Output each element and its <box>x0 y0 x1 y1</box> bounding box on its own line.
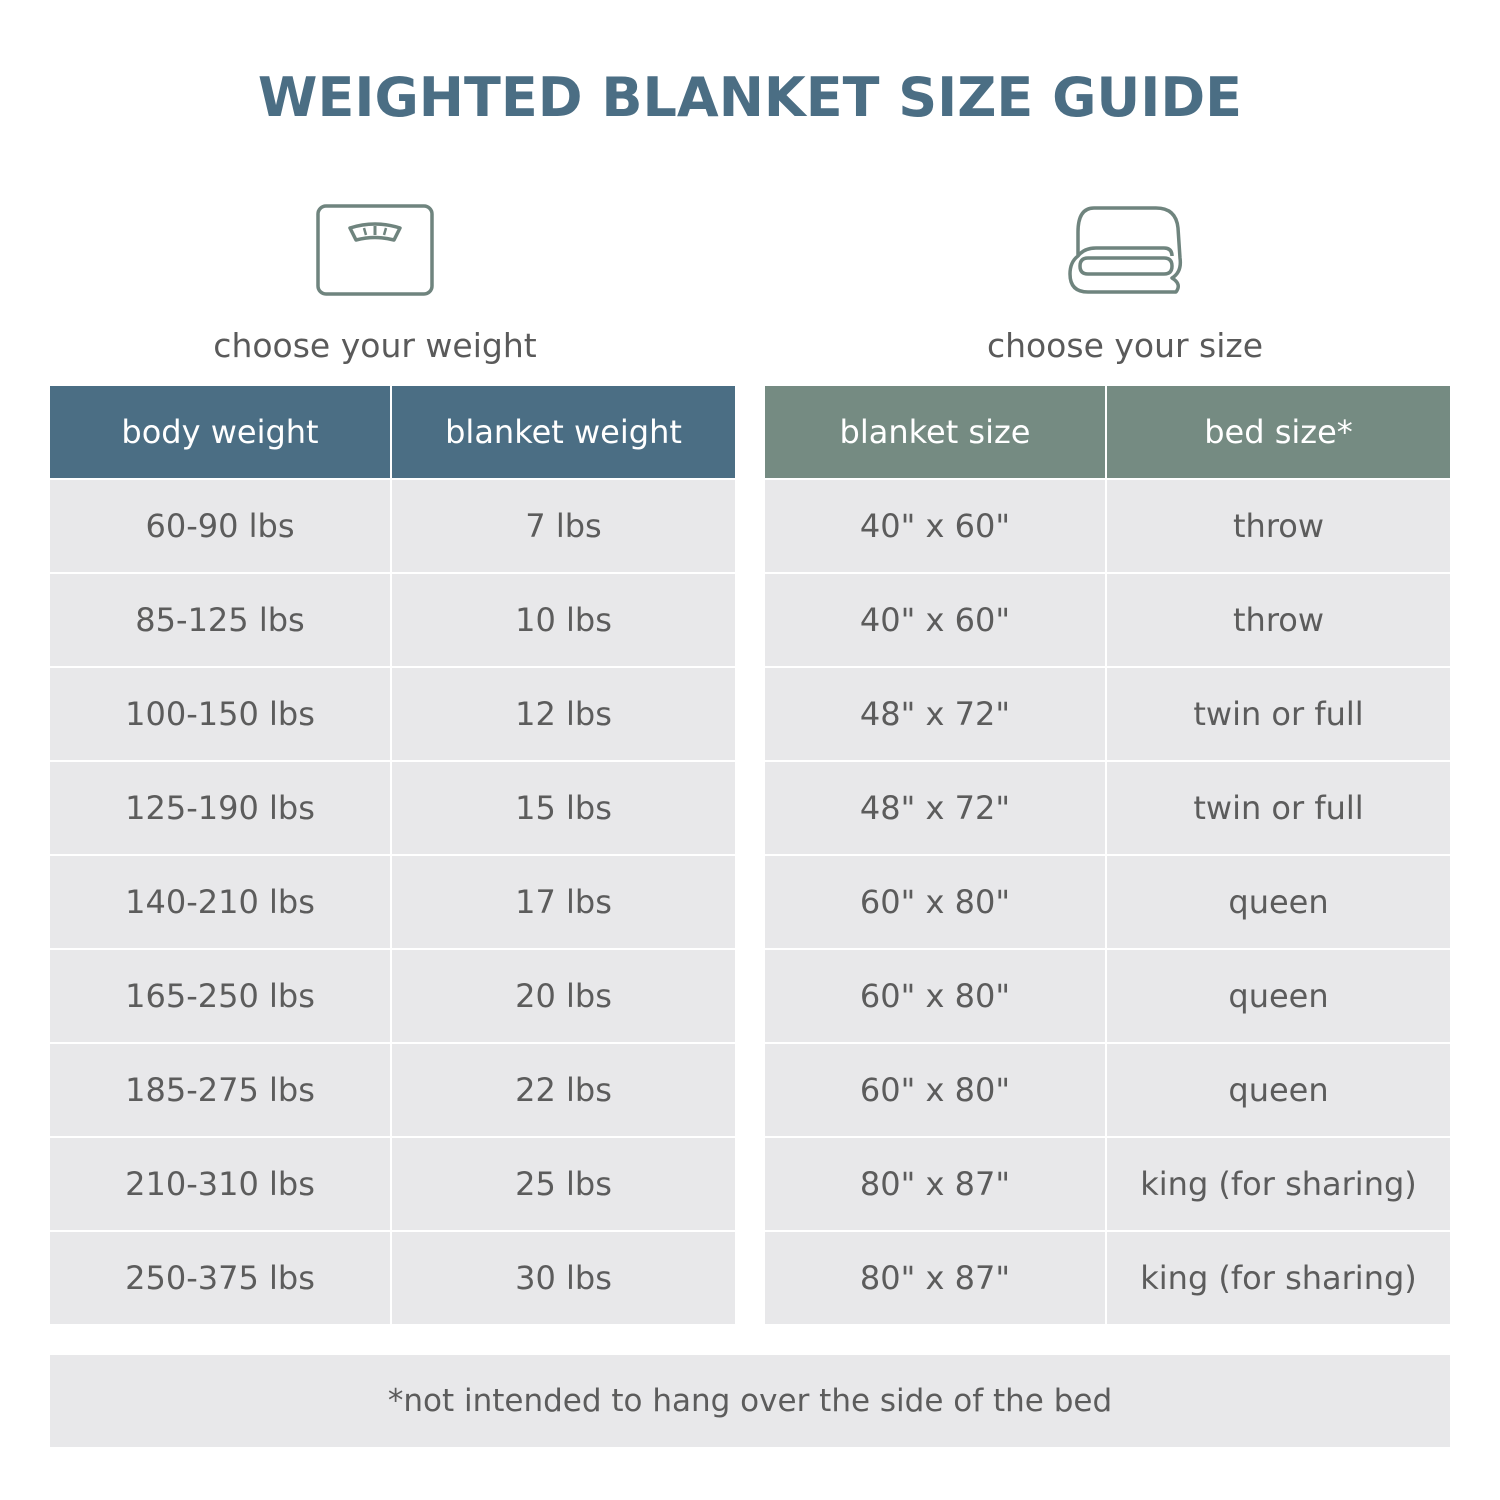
table-cell: 60" x 80" <box>765 1044 1105 1136</box>
table-cell: queen <box>1107 950 1450 1042</box>
table-cell: 210-310 lbs <box>50 1138 390 1230</box>
table-cell: 80" x 87" <box>765 1138 1105 1230</box>
table-cell: queen <box>1107 856 1450 948</box>
weight-table <box>50 386 735 1324</box>
folded-blanket-icon <box>1064 202 1186 298</box>
header-body-weight: body weight <box>50 386 390 478</box>
footnote: *not intended to hang over the side of the bed <box>50 1355 1450 1447</box>
table-cell: king (for sharing) <box>1107 1232 1450 1324</box>
size-table <box>765 386 1450 1324</box>
table-cell: 100-150 lbs <box>50 668 390 760</box>
table-cell: 15 lbs <box>392 762 735 854</box>
table-cell: queen <box>1107 1044 1450 1136</box>
table-cell: king (for sharing) <box>1107 1138 1450 1230</box>
table-cell: 185-275 lbs <box>50 1044 390 1136</box>
table-cell: 48" x 72" <box>765 762 1105 854</box>
table-cell: 10 lbs <box>392 574 735 666</box>
table-cell: throw <box>1107 574 1450 666</box>
table-cell: 17 lbs <box>392 856 735 948</box>
table-cell: 48" x 72" <box>765 668 1105 760</box>
table-cell: 7 lbs <box>392 480 735 572</box>
table-cell: 60" x 80" <box>765 856 1105 948</box>
table-cell: 125-190 lbs <box>50 762 390 854</box>
table-cell: twin or full <box>1107 762 1450 854</box>
table-cell: 140-210 lbs <box>50 856 390 948</box>
table-cell: 85-125 lbs <box>50 574 390 666</box>
scale-icon <box>314 202 436 298</box>
table-cell: 40" x 60" <box>765 574 1105 666</box>
right-section-subtitle: choose your size <box>986 326 1264 365</box>
table-cell: 165-250 lbs <box>50 950 390 1042</box>
left-section-subtitle: choose your weight <box>213 326 537 365</box>
table-cell: 60-90 lbs <box>50 480 390 572</box>
header-blanket-size: blanket size <box>765 386 1105 478</box>
header-bed-size: bed size* <box>1107 386 1450 478</box>
table-cell: 22 lbs <box>392 1044 735 1136</box>
table-cell: 250-375 lbs <box>50 1232 390 1324</box>
table-cell: 20 lbs <box>392 950 735 1042</box>
table-cell: 25 lbs <box>392 1138 735 1230</box>
table-cell: 30 lbs <box>392 1232 735 1324</box>
table-cell: throw <box>1107 480 1450 572</box>
page-title: WEIGHTED BLANKET SIZE GUIDE <box>257 66 1243 129</box>
table-cell: 12 lbs <box>392 668 735 760</box>
table-cell: 60" x 80" <box>765 950 1105 1042</box>
header-blanket-weight: blanket weight <box>392 386 735 478</box>
table-cell: 40" x 60" <box>765 480 1105 572</box>
table-cell: twin or full <box>1107 668 1450 760</box>
table-cell: 80" x 87" <box>765 1232 1105 1324</box>
